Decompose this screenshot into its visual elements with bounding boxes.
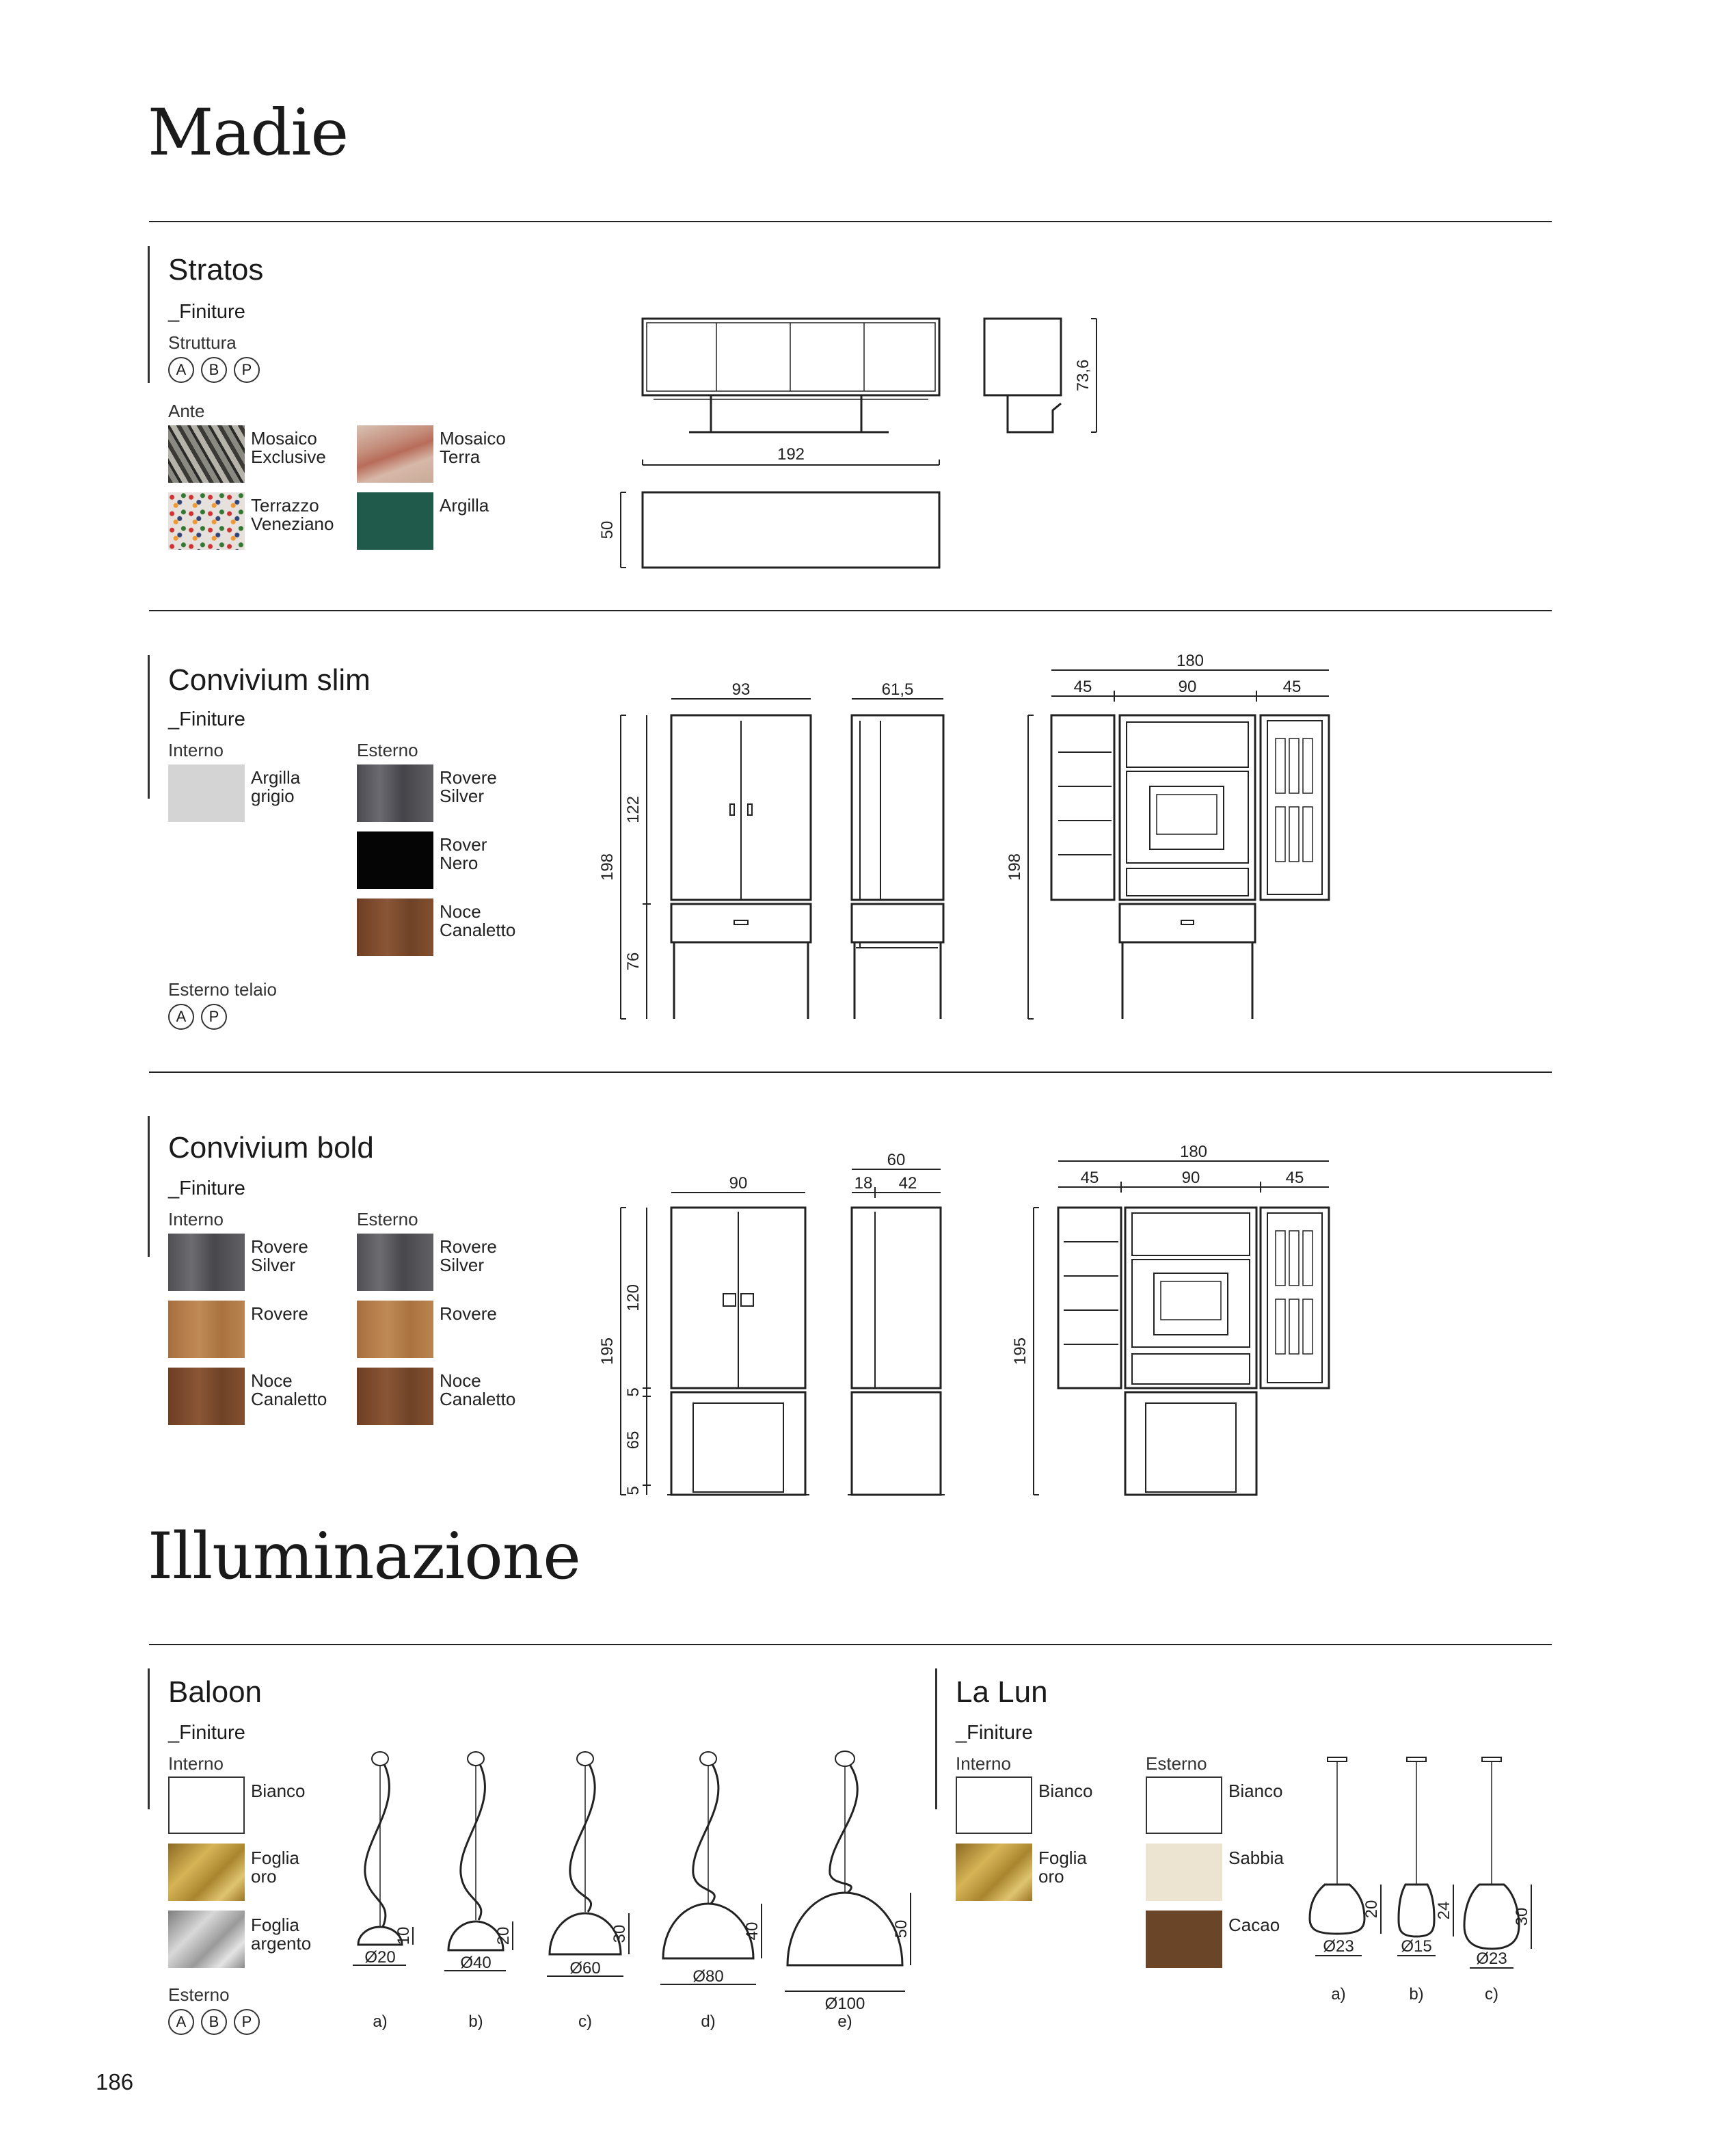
divider [149,610,1552,611]
dim-height: 198 [598,853,617,881]
interno-label: Interno [168,740,224,760]
esterno-label: Esterno [357,1209,418,1229]
lamp-e-diameter: Ø100 [824,1995,865,2013]
swatch-label: Bianco [1228,1781,1283,1801]
swatch-argilla [357,492,433,550]
swatch-label: Noce Canaletto [440,1370,516,1409]
dim-gap1: 5 [624,1387,643,1397]
swatch-rovere-silver [357,764,433,822]
swatch-label: Rovere [440,1303,497,1324]
lamp-e-height: 50 [892,1919,911,1939]
esterno-label: Esterno [168,1984,230,2005]
dim-open-total: 180 [1176,652,1205,670]
swatch-label: Mosaico Terra [440,428,506,467]
dim-side-a: 18 [854,1174,873,1193]
swatch-noce-canaletto [357,899,433,956]
esterno-label: Esterno [1146,1753,1207,1774]
finish-code-p: P [234,2009,260,2035]
dim-upper: 122 [624,795,643,824]
finiture-label: _Finiture [168,301,245,323]
struttura-codes [168,357,267,383]
page-title-madie: Madie [148,96,349,170]
swatch-bianco [168,1776,245,1834]
swatch-label: Terrazzo Veneziano [251,495,334,534]
swatch-foglia-argento [168,1911,245,1968]
baloon-lamps-drawing [342,1751,930,2051]
swatch-label: Argilla [440,495,489,516]
swatch-label: Foglia oro [1038,1848,1087,1887]
product-title-la-lun: La Lun [956,1675,1048,1709]
swatch-foglia-oro [168,1844,245,1901]
lamp-c-letter: c) [1485,1985,1498,2004]
dim-open-left: 45 [1073,678,1092,696]
dim-open-right: 45 [1282,678,1302,696]
swatch-rover-nero [357,831,433,889]
swatch-label: Rovere Silver [251,1236,308,1275]
finish-code-p: P [234,357,260,383]
lamp-d-diameter: Ø80 [692,1967,724,1986]
lamp-e-letter: e) [837,2012,852,2031]
lamp-a-letter: a) [373,2012,388,2031]
swatch-terrazzo-veneziano [168,492,245,550]
lamp-a-diameter: Ø23 [1323,1937,1354,1956]
section-marker [148,1668,150,1809]
lamp-b-height: 24 [1435,1901,1453,1920]
dim-side-total: 60 [887,1151,906,1169]
finish-code-a: A [168,1004,194,1030]
section-marker [935,1668,937,1809]
swatch-label: Rovere Silver [440,1236,497,1275]
finish-code-a: A [168,357,194,383]
divider [149,1644,1552,1645]
page-number: 186 [96,2069,134,2094]
dim-open-left: 45 [1080,1169,1099,1187]
finish-code-b: B [201,357,227,383]
lamp-a-height: 20 [1362,1900,1381,1919]
dim-side-depth: 61,5 [881,680,914,699]
lamp-c-height: 30 [1513,1907,1531,1926]
swatch-label: Argilla grigio [251,767,301,806]
lamp-b-letter: b) [468,2012,483,2031]
lamp-b-diameter: Ø40 [460,1954,492,1972]
interno-label: Interno [956,1753,1011,1774]
ante-label: Ante [168,401,205,421]
swatch-rovere [357,1301,433,1358]
dim-gap2: 5 [624,1486,643,1495]
swatch-bianco [1146,1776,1222,1834]
swatch-noce-canaletto [357,1368,433,1425]
swatch-label: Cacao [1228,1915,1280,1935]
lamp-a-diameter: Ø20 [364,1948,396,1967]
finiture-label: _Finiture [168,1722,245,1744]
finish-code-p: P [201,1004,227,1030]
dim-open-center: 90 [1181,1169,1200,1187]
divider [149,221,1552,222]
lamp-d-height: 40 [743,1921,762,1941]
swatch-rovere-silver [168,1234,245,1291]
swatch-label: Rovere [251,1303,308,1324]
interno-label: Interno [168,1753,224,1774]
convivium-slim-technical-drawing [588,650,1354,1033]
lamp-b-diameter: Ø15 [1401,1937,1432,1956]
finiture-label: _Finiture [168,708,245,730]
finiture-label: _Finiture [956,1722,1033,1744]
swatch-argilla-grigio [168,764,245,822]
swatch-label: Rovere Silver [440,767,497,806]
finiture-label: _Finiture [168,1177,245,1199]
swatch-label: Noce Canaletto [440,901,516,940]
dim-open-total: 180 [1179,1143,1208,1161]
lamp-c-diameter: Ø23 [1476,1949,1507,1968]
esterno-telaio-label: Esterno telaio [168,979,277,1000]
dim-front-width: 90 [729,1174,748,1193]
esterno-codes [168,2009,267,2035]
finish-code-a: A [168,2009,194,2035]
swatch-label: Foglia oro [251,1848,299,1887]
swatch-label: Rover Nero [440,834,487,873]
swatch-noce-canaletto [168,1368,245,1425]
swatch-rovere-silver [357,1234,433,1291]
dim-open-height: 195 [1011,1337,1030,1366]
interno-label: Interno [168,1209,224,1229]
esterno-label: Esterno [357,740,418,760]
swatch-label: Noce Canaletto [251,1370,327,1409]
dim-open-center: 90 [1178,678,1197,696]
swatch-bianco [956,1776,1032,1834]
esterno-telaio-codes [168,1004,234,1030]
lamp-a-height: 10 [394,1926,413,1945]
page-title-illuminazione: Illuminazione [148,1519,580,1594]
la-lun-lamps-drawing [1299,1751,1545,2024]
section-marker [148,246,150,383]
product-title-convivium-bold: Convivium bold [168,1131,374,1164]
dim-upper: 120 [624,1283,643,1312]
stratos-technical-drawing [588,301,1135,588]
finish-code-b: B [201,2009,227,2035]
lamp-b-height: 20 [494,1926,513,1945]
divider [149,1072,1552,1073]
section-marker [148,1116,150,1257]
dim-open-height: 198 [1006,853,1024,881]
product-title-baloon: Baloon [168,1675,263,1709]
dim-lower: 65 [624,1430,643,1450]
swatch-label: Mosaico Exclusive [251,428,326,467]
swatch-mosaico-exclusive [168,425,245,483]
lamp-c-letter: c) [578,2012,592,2031]
lamp-a-letter: a) [1331,1985,1346,2004]
dim-width: 192 [777,445,805,464]
product-title-stratos: Stratos [168,253,264,287]
dim-height: 73,6 [1074,359,1092,392]
swatch-rovere [168,1301,245,1358]
dim-lower: 76 [624,952,643,971]
dim-height: 195 [598,1337,617,1366]
lamp-b-letter: b) [1409,1985,1424,2004]
dim-depth: 50 [598,520,617,540]
swatch-label: Foglia argento [251,1915,312,1954]
lamp-c-diameter: Ø60 [569,1959,601,1978]
dim-open-right: 45 [1285,1169,1304,1187]
swatch-label: Bianco [251,1781,306,1801]
product-title-convivium-slim: Convivium slim [168,663,371,697]
convivium-bold-technical-drawing [588,1128,1354,1511]
swatch-label: Sabbia [1228,1848,1284,1868]
dim-front-width: 93 [731,680,751,699]
swatch-mosaico-terra [357,425,433,483]
section-marker [148,655,150,799]
lamp-c-height: 30 [610,1924,629,1943]
dim-side-b: 42 [898,1174,917,1193]
swatch-cacao [1146,1911,1222,1968]
swatch-sabbia [1146,1844,1222,1901]
swatch-foglia-oro [956,1844,1032,1901]
swatch-label: Bianco [1038,1781,1093,1801]
struttura-label: Struttura [168,332,237,353]
lamp-d-letter: d) [701,2012,716,2031]
